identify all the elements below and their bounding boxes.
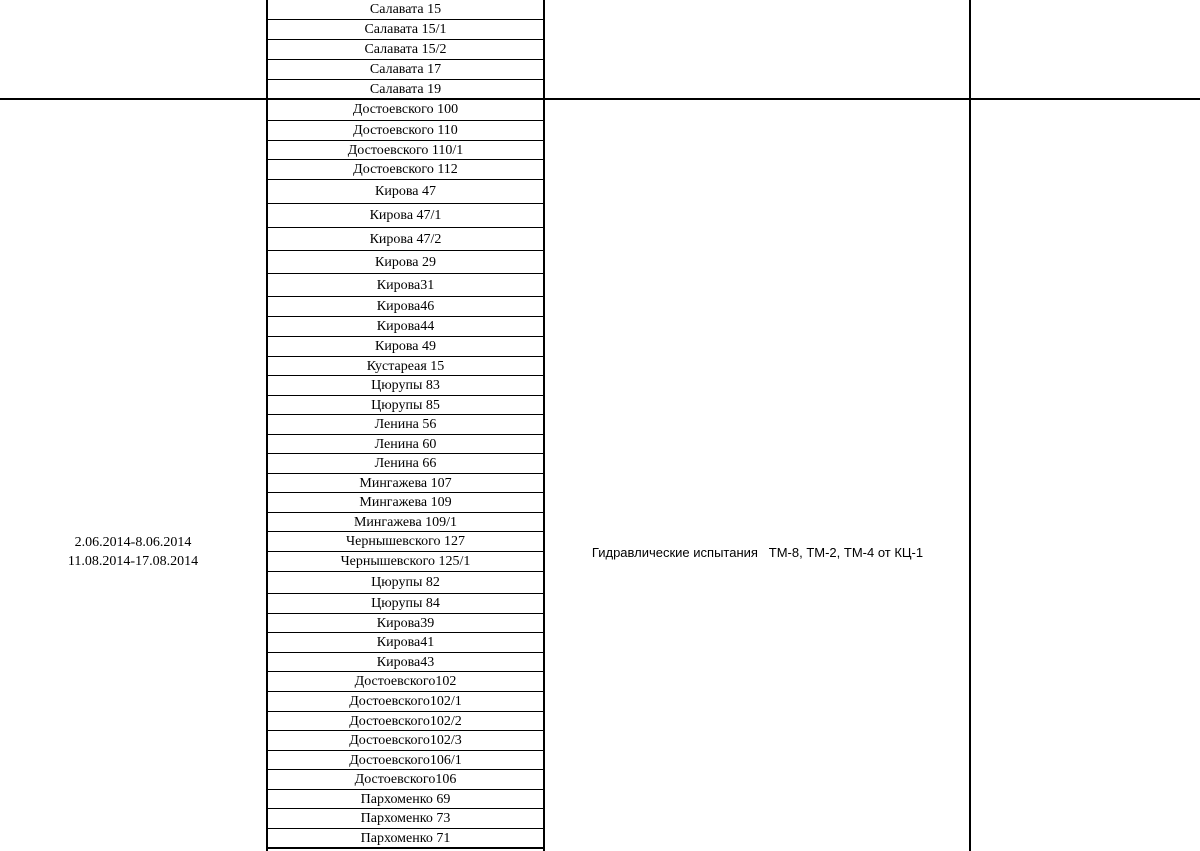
row-divider xyxy=(267,59,544,60)
row-divider xyxy=(267,179,544,180)
row-divider xyxy=(267,632,544,633)
row-divider xyxy=(267,395,544,396)
address-cell: Кустареая 15 xyxy=(366,358,445,374)
address-cell: Цюрупы 84 xyxy=(371,596,440,611)
row-divider xyxy=(267,711,544,712)
row-divider xyxy=(267,551,544,552)
row-divider xyxy=(267,375,544,376)
address-cell: Достоевского 112 xyxy=(353,162,458,177)
date-range-2: 11.08.2014-17.08.2014 xyxy=(67,554,199,569)
address-cell: Ленина 60 xyxy=(374,436,437,452)
row-divider xyxy=(267,414,544,415)
date-range-cell xyxy=(0,533,266,571)
address-cell: Пархоменко 73 xyxy=(360,811,451,826)
address-cell: Достоевского102/2 xyxy=(349,713,462,729)
row-divider xyxy=(267,473,544,474)
group-separator xyxy=(0,98,1200,100)
address-cell: Ленина 56 xyxy=(374,417,437,432)
row-divider xyxy=(267,39,544,40)
row-divider xyxy=(267,336,544,337)
address-cell: Салавата 15/1 xyxy=(364,22,447,37)
address-cell: Достоевского 110/1 xyxy=(347,142,464,158)
row-divider xyxy=(267,512,544,513)
address-cell: Цюрупы 83 xyxy=(371,378,440,393)
address-cell: Кирова43 xyxy=(376,654,435,670)
row-divider xyxy=(267,492,544,493)
address-cell: Чернышевского 127 xyxy=(346,534,465,549)
address-cell: Кирова 47 xyxy=(375,184,436,199)
address-cell: Достоевского 100 xyxy=(352,102,459,117)
address-cell: Салавата 17 xyxy=(369,62,442,77)
row-divider xyxy=(267,273,544,274)
address-cell: Чернышевского 125/1 xyxy=(340,554,471,569)
address-cell: Салавата 19 xyxy=(369,81,442,97)
address-cell: Кирова 49 xyxy=(375,339,436,354)
address-cell: Салавата 15/2 xyxy=(364,42,447,57)
row-divider xyxy=(267,531,544,532)
address-cell: Цюрупы 85 xyxy=(371,397,440,413)
row-divider xyxy=(267,750,544,751)
address-cell: Кирова31 xyxy=(376,277,435,293)
row-divider xyxy=(267,159,544,160)
work-description: Гидравлические испытания ТМ-8, ТМ-2, ТМ-4 от КЦ-1 xyxy=(591,545,924,560)
row-divider xyxy=(267,613,544,614)
address-cell: Мингажева 109/1 xyxy=(353,514,458,530)
row-divider xyxy=(267,571,544,572)
row-divider xyxy=(267,769,544,770)
row-divider xyxy=(267,730,544,731)
row-divider xyxy=(267,250,544,251)
address-cell: Пархоменко 69 xyxy=(360,791,451,807)
row-divider xyxy=(267,227,544,228)
address-cell: Цюрупы 82 xyxy=(371,575,440,590)
row-divider xyxy=(267,140,544,141)
address-cell: Достоевского102/3 xyxy=(349,733,462,748)
row-divider xyxy=(267,79,544,80)
date-range-1: 2.06.2014-8.06.2014 xyxy=(74,535,192,550)
address-cell: Пархоменко 71 xyxy=(360,830,451,846)
row-divider xyxy=(267,453,544,454)
row-divider xyxy=(267,652,544,653)
address-cell: Мингажева 109 xyxy=(359,495,452,510)
row-divider xyxy=(267,789,544,790)
row-divider xyxy=(267,203,544,204)
row-divider xyxy=(267,691,544,692)
address-cell: Кирова41 xyxy=(376,635,435,650)
row-divider xyxy=(267,434,544,435)
row-divider xyxy=(267,671,544,672)
address-cell: Достоевского102/1 xyxy=(349,694,462,709)
row-divider xyxy=(267,593,544,594)
row-divider xyxy=(267,828,544,829)
address-cell: Мингажева 107 xyxy=(359,475,452,491)
address-cell: Достоевского 110 xyxy=(353,123,458,138)
address-cell: Кирова39 xyxy=(376,615,435,631)
address-cell: Салавата 15 xyxy=(369,2,442,17)
col-border-work-right xyxy=(969,0,971,851)
address-cell: Ленина 66 xyxy=(374,456,437,471)
row-divider xyxy=(267,19,544,20)
address-cell: Достоевского106 xyxy=(354,772,457,787)
address-cell: Кирова46 xyxy=(376,299,435,314)
address-cell: Кирова44 xyxy=(376,319,435,334)
row-divider xyxy=(267,356,544,357)
row-divider xyxy=(267,316,544,317)
row-divider xyxy=(267,808,544,809)
address-cell: Достоевского106/1 xyxy=(349,752,462,768)
address-cell: Кирова 29 xyxy=(375,254,436,270)
address-cell: Кирова 47/2 xyxy=(369,231,442,247)
row-divider xyxy=(267,296,544,297)
address-cell: Достоевского102 xyxy=(354,674,457,689)
address-cell: Кирова 47/1 xyxy=(369,208,442,223)
row-divider xyxy=(267,120,544,121)
